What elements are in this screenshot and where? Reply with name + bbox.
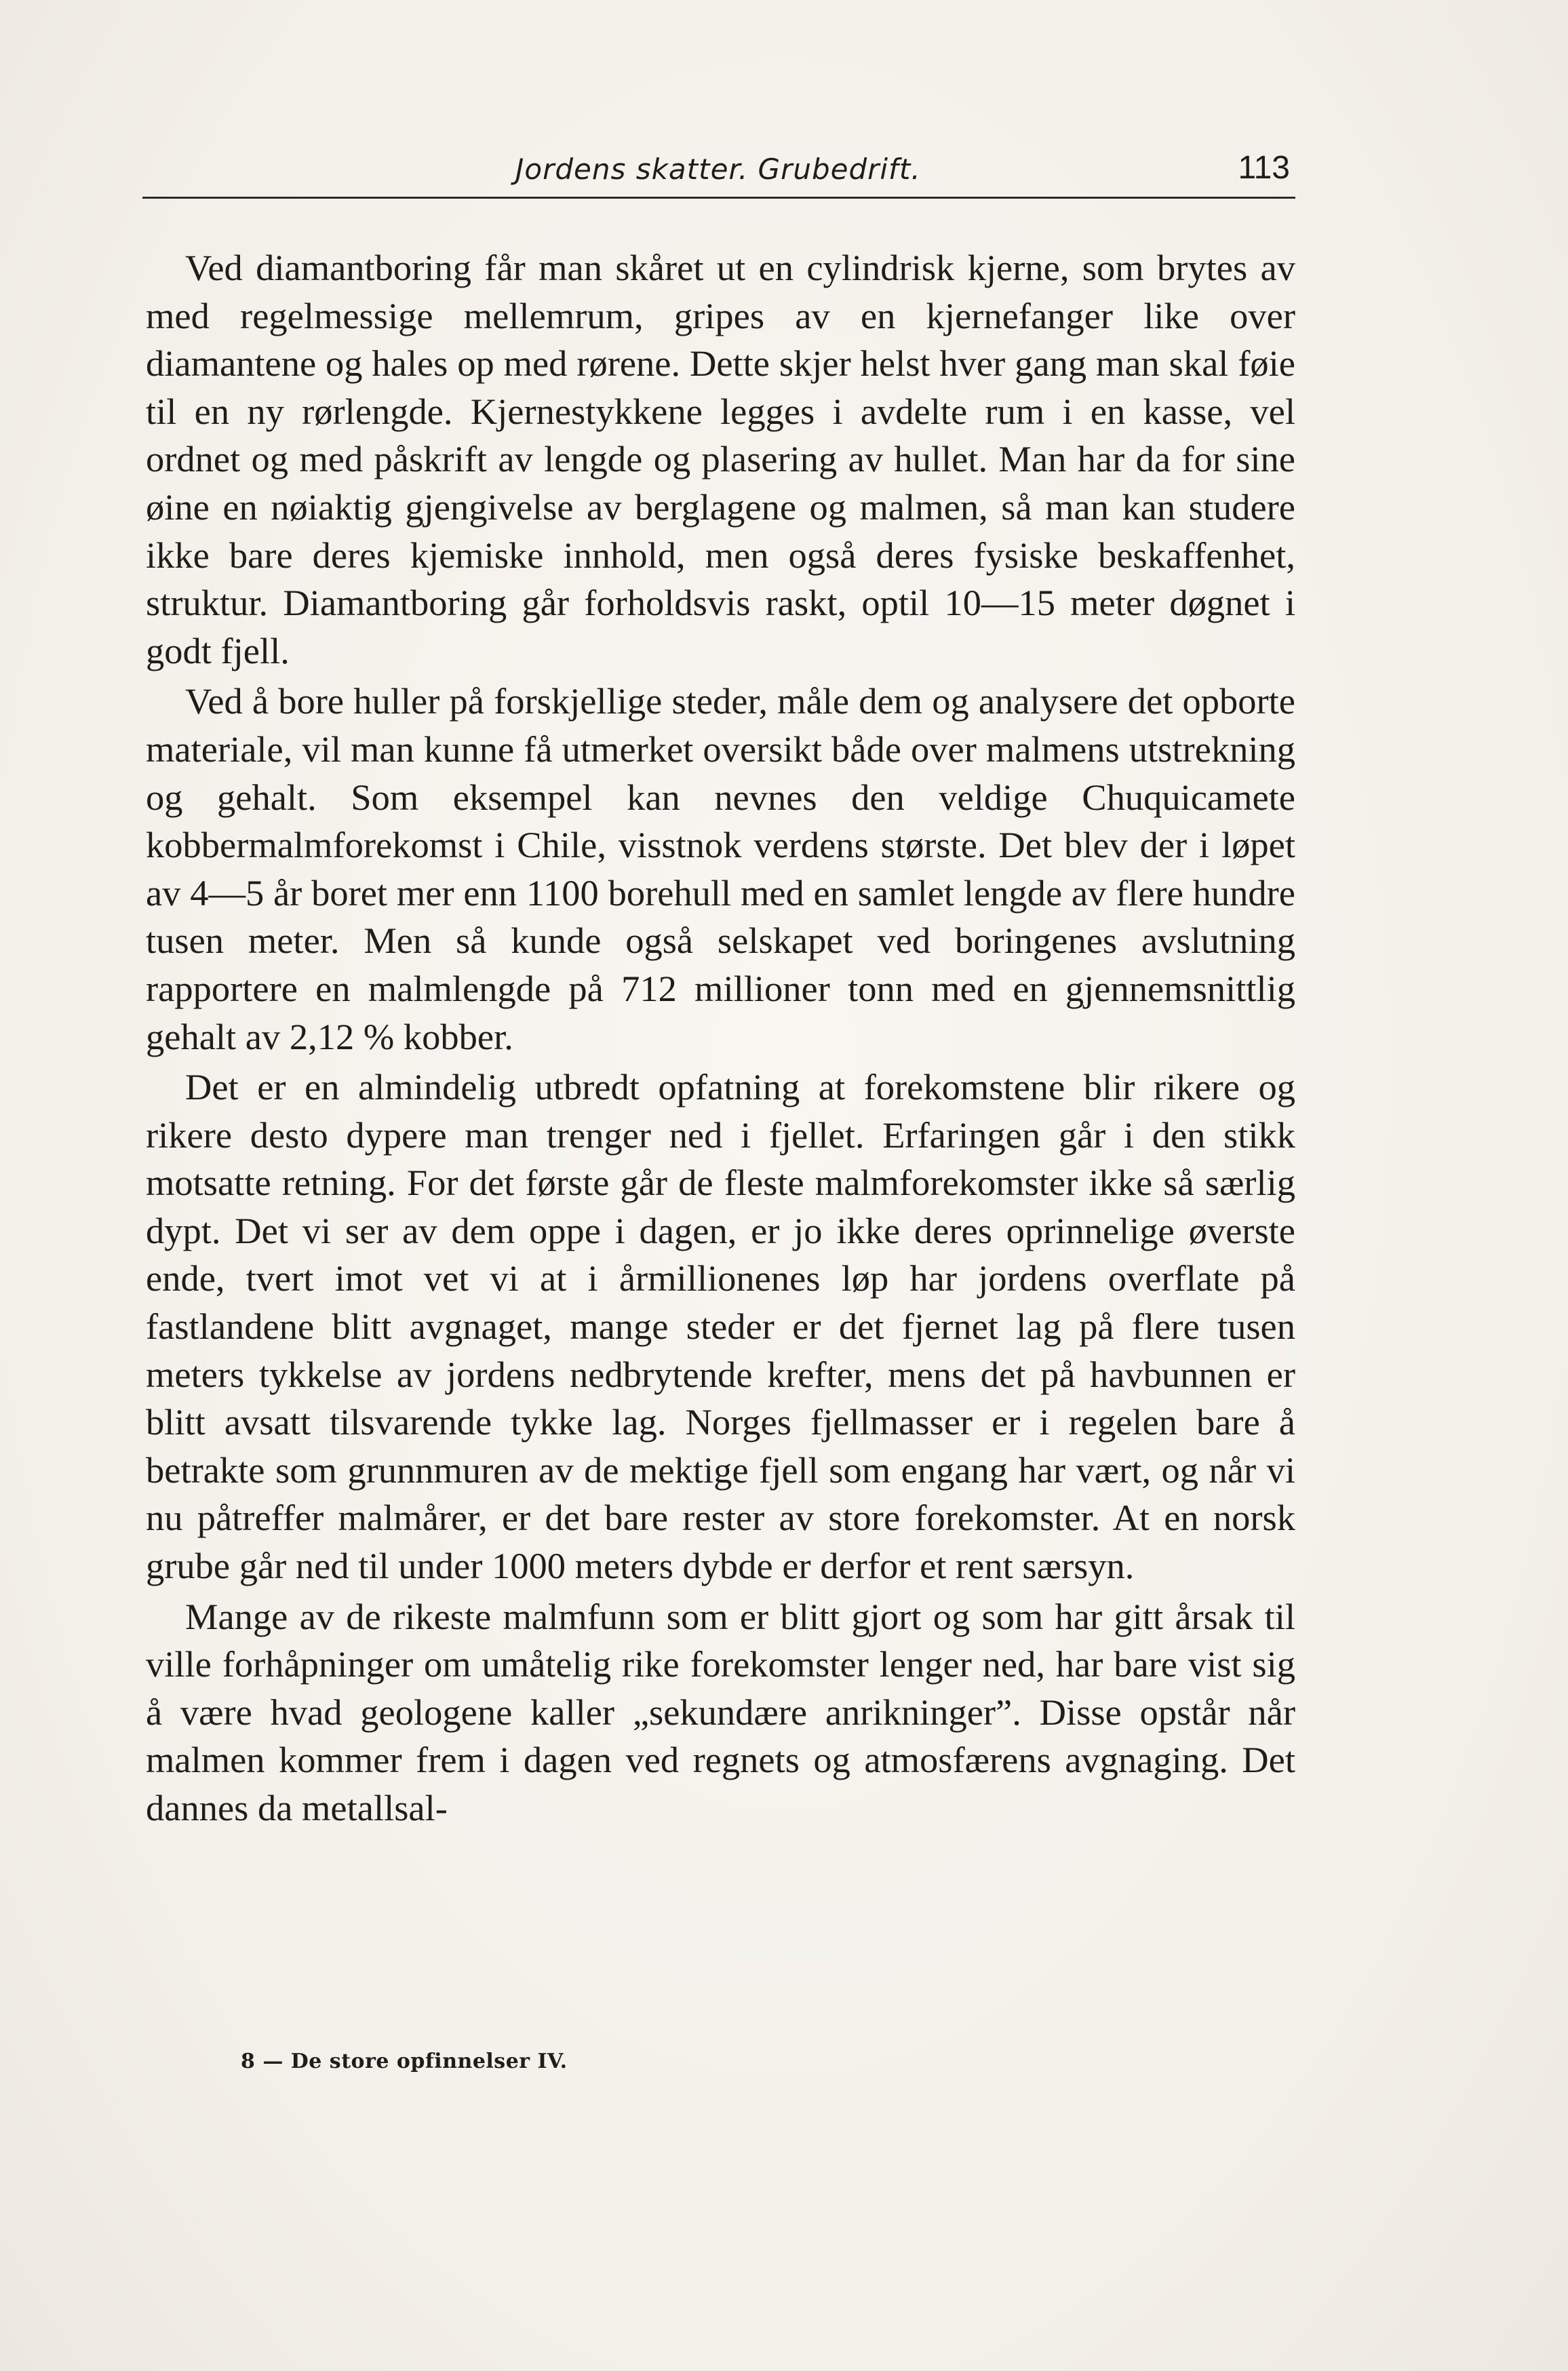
signature-line: 8 — De store opfinnelser IV. — [241, 2050, 568, 2073]
paragraph-1: Ved diamantboring får man skåret ut en cylindrisk kjerne, som brytes av med regelmessige mellemrum, gripes av en kjernefanger like over diamantene og hales op med rørene. Dette skjer helst hver gang man skal føie til en ny rørlengde. Kjernestykkene legges i avdelte rum i en kasse, vel ordnet og med påskrift av lengde og plasering av hullet. Man har da for sine øine en nøiaktig gjengivelse av berglagene og malmen, så man kan studere ikke bare deres kjemiske innhold, men også deres fysiske beskaffenhet, struktur. Diamantboring går forholdsvis raskt, optil 10—15 meter døgnet i godt fjell. — [146, 247, 1295, 671]
body-text — [146, 244, 1295, 1833]
page-number: 113 — [1238, 150, 1290, 186]
page-header — [142, 142, 1295, 199]
paragraph-2: Ved å bore huller på forskjellige steder, måle dem og analysere det opborte materiale, vil man kunne få utmerket oversikt både over malmens utstrekning og gehalt. Som eksempel kan nevnes den veldige Chuquicamete kobbermalmforekomst i Chile, visstnok verdens største. Det blev der i løpet av 4—5 år boret mer enn 1100 borehull med en samlet lengde av flere hundre tusen meter. Men så kunde også selskapet ved boringenes avslutning rapportere en malmlengde på 712 millioner tonn med en gjennemsnittlig gehalt av 2,12 % kobber. — [146, 680, 1295, 1057]
paragraph-3: Det er en almindelig utbredt opfatning at forekomstene blir rikere og rikere desto dypere man trenger ned i fjellet. Erfaringen går i den stikk motsatte retning. For det første går de fleste malmforekomster ikke så særlig dypt. Det vi ser av dem oppe i dagen, er jo ikke deres oprinnelige øverste ende, tvert imot vet vi at i årmillionenes løp har jordens overflate på fastlandene blitt avgnaget, mange steder er det fjernet lag på flere tusen meters tykkelse av jordens nedbrytende krefter, mens det på havbunnen er blitt avsatt tilsvarende tykke lag. Norges fjellmasser er i regelen bare å betrakte som grunnmuren av de mektige fjell som engang har vært, og når vi nu påtreffer malmårer, er det bare rester av store forekomster. At en norsk grube går ned til under 1000 meters dybde er derfor et rent særsyn. — [146, 1066, 1295, 1587]
paragraph-4: Mange av de rikeste malmfunn som er blitt gjort og som har gitt årsak til ville forhåpninger om umåtelig rike forekomster lenger ned, har bare vist sig å være hvad geologene kaller „sekundære anrikninger”. Disse opstår når malmen kommer frem i dagen ved regnets og atmosfærens avgnaging. Det dannes da metallsal- — [146, 1595, 1295, 1828]
running-head: Jordens skatter. Grubedrift. — [515, 153, 921, 186]
